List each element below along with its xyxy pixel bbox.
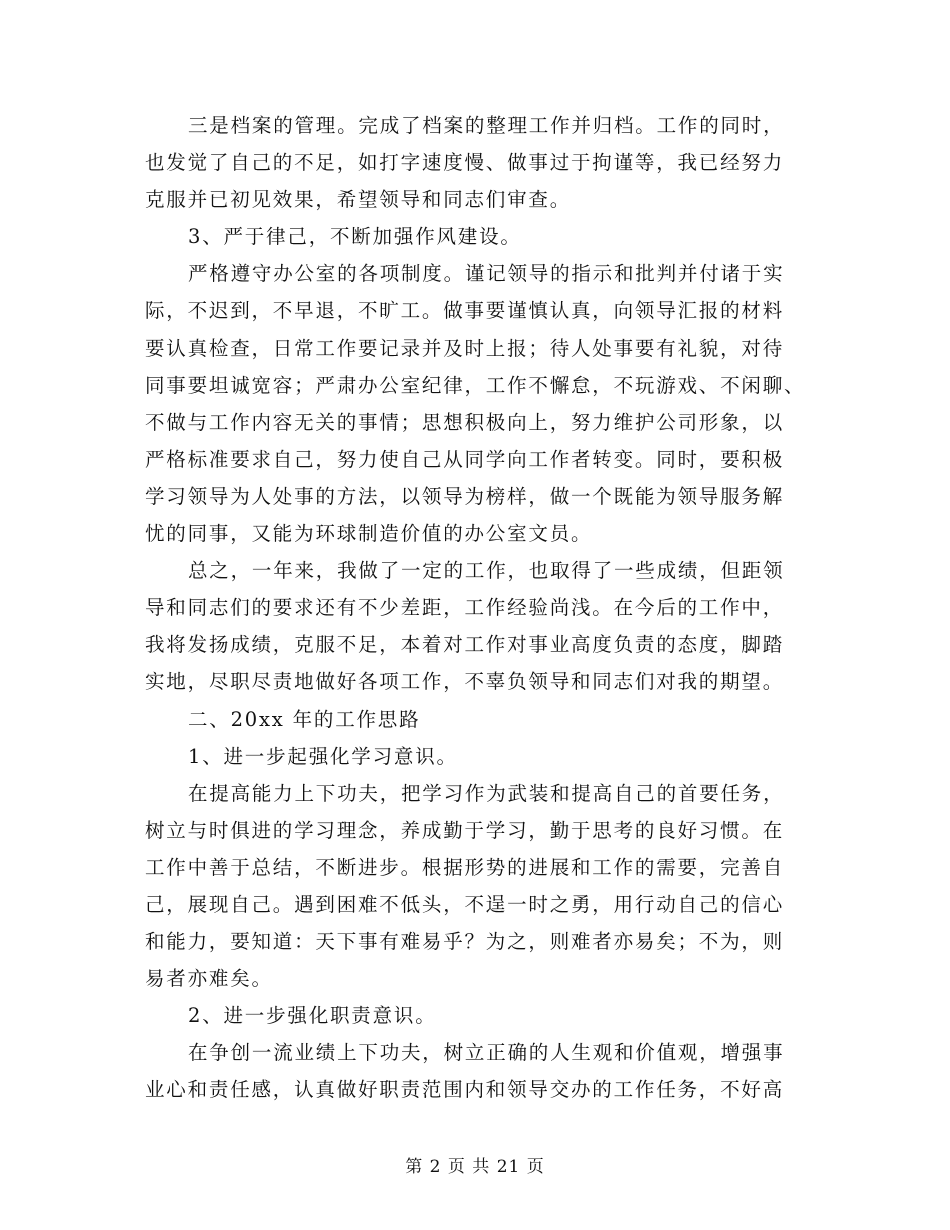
text-line: 严格遵守办公室的各项制度。谨记领导的指示和批判并付诸于实 — [188, 262, 785, 286]
text-line: 3、严于律己，不断加强作风建设。 — [188, 225, 522, 249]
text-line: 在争创一流业绩上下功夫，树立正确的人生观和价值观，增强事 — [188, 1041, 785, 1065]
page-number-footer: 第 2 页 共 21 页 — [405, 1157, 545, 1177]
text-line: 要认真检查，日常工作要记录并及时上报；待人处事要有礼貌，对待 — [145, 336, 785, 360]
text-line: 业心和责任感，认真做好职责范围内和领导交办的工作任务，不好高 — [145, 1078, 785, 1102]
text-line: 总之，一年来，我做了一定的工作，也取得了一些成绩，但距领 — [188, 559, 785, 583]
text-line: 1、进一步起强化学习意识。 — [188, 744, 458, 768]
text-line: 二、20xx 年的工作思路 — [188, 707, 421, 731]
text-line: 和能力，要知道：天下事有难易乎？为之，则难者亦易矣；不为，则 — [145, 930, 785, 954]
text-line: 也发觉了自己的不足，如打字速度慢、做事过于拘谨等，我已经努力 — [145, 151, 785, 175]
text-line: 严格标准要求自己，努力使自己从同学向工作者转变。同时，要积极 — [145, 447, 785, 471]
text-line: 际，不迟到，不早退，不旷工。做事要谨慎认真，向领导汇报的材料 — [145, 299, 785, 323]
text-line: 三是档案的管理。完成了档案的整理工作并归档。工作的同时， — [188, 114, 785, 137]
text-line: 己，展现自己。遇到困难不低头，不逞一时之勇，用行动自己的信心 — [145, 892, 785, 916]
text-line: 学习领导为人处事的方法，以领导为榜样，做一个既能为领导服务解 — [145, 484, 785, 508]
text-line: 工作中善于总结，不断进步。根据形势的进展和工作的需要，完善自 — [145, 855, 785, 879]
text-line: 我将发扬成绩，克服不足，本着对工作对事业高度负责的态度，脚踏 — [145, 633, 785, 657]
text-line: 同事要坦诚宽容；严肃办公室纪律，工作不懈怠，不玩游戏、不闲聊、 — [145, 373, 806, 397]
text-line: 2、进一步强化职责意识。 — [188, 1004, 437, 1028]
text-line: 克服并已初见效果，希望领导和同志们审查。 — [145, 188, 572, 212]
text-line: 忧的同事，又能为环球制造价值的办公室文员。 — [145, 522, 593, 546]
document-body — [145, 107, 825, 1109]
text-line: 树立与时俱进的学习理念，养成勤于学习，勤于思考的良好习惯。在 — [145, 818, 785, 842]
text-line: 实地，尽职尽责地做好各项工作，不辜负领导和同志们对我的期望。 — [145, 670, 785, 694]
text-line: 在提高能力上下功夫，把学习作为武装和提高自己的首要任务， — [188, 781, 785, 805]
text-line: 易者亦难矣。 — [145, 967, 273, 991]
text-line: 导和同志们的要求还有不少差距，工作经验尚浅。在今后的工作中， — [145, 596, 785, 620]
text-line: 不做与工作内容无关的事情；思想积极向上，努力维护公司形象，以 — [145, 410, 785, 434]
